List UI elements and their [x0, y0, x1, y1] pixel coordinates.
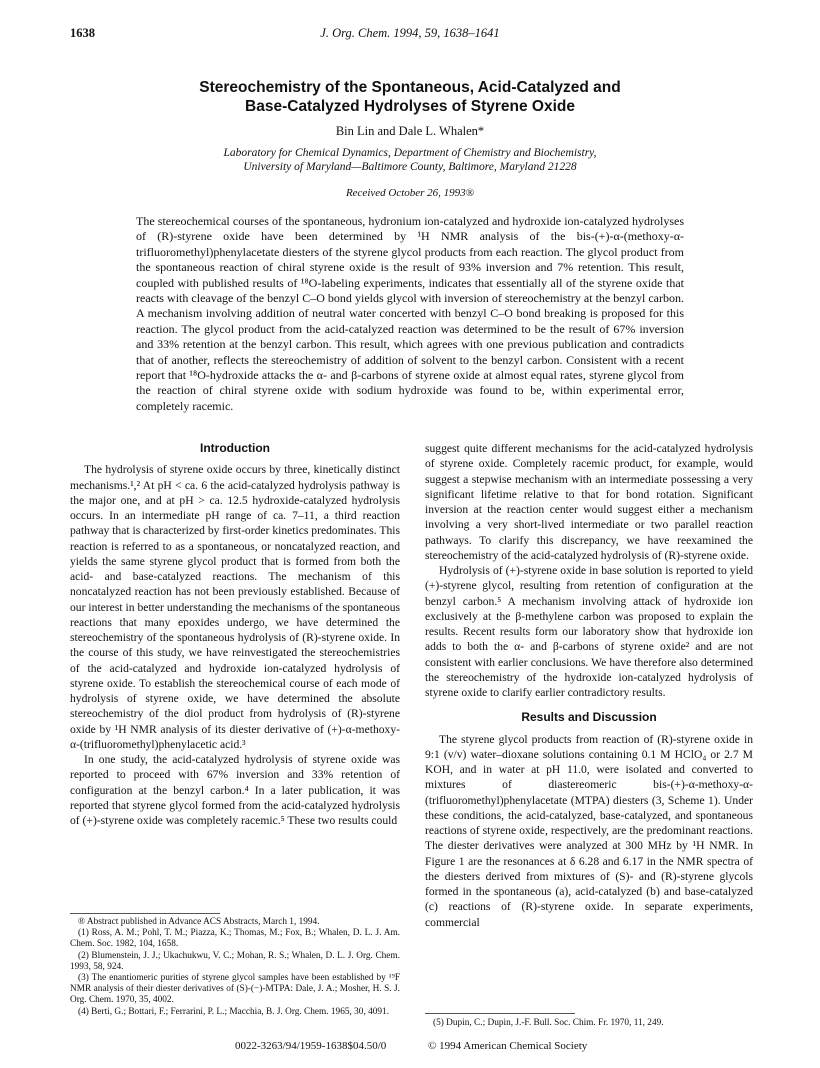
footnote-rule-left	[70, 913, 220, 914]
affiliation-line-2: University of Maryland—Baltimore County, Baltimore, Maryland 21228	[243, 161, 577, 173]
title-line-1: Stereochemistry of the Spontaneous, Acid-Catalyzed and	[199, 79, 621, 96]
intro-paragraph-1: The hydrolysis of styrene oxide occurs by three, kinetically distinct mechanisms.¹,² At pH < ca. 6 the acid-catalyzed hydrolysis pathway is the major one, and at pH > ca. 12.5 hydroxide-catalyzed hydrolysis occurs. In an intermediate pH range of ca. 7–11, a third reaction pathway that is characterized by first-order kinetics predominates. This reaction is referred to as a spontaneous, or noncatalyzed reaction, and yields the same styrene glycol product that is formed from both the acid- and base-catalyzed reactions. The mechanism of this noncatalyzed reaction has not been previously established. Because of our interest in better understanding the mechanisms of the spontaneous reactions that many epoxides undergo, we have determined the stereochemistry of the spontaneous hydrolysis of (R)-styrene oxide. In the course of this study, we have reinvestigated the stereochemistries of the acid-catalyzed and hydroxide ion-catalyzed hydrolysis of styrene oxide. To establish the stereochemical course of each mode of hydrolysis of styrene oxide, we have determined the absolute stereochemistry of the diol product from hydrolysis of (R)-styrene oxide by ¹H NMR analysis of its diester derivative of (+)-α-methoxy-α-(trifluoromethyl)phenylacetic acid.³	[70, 463, 400, 751]
results-paragraph-1: The styrene glycol products from reaction of (R)-styrene oxide in 9:1 (v/v) water–dioxane solutions containing 0.1 M HClO₄ or 2.7 M KOH, and in water at pH 11.0, were isolated and converted to mixtures of diastereomeric bis-(+)-α-methoxy-α-(trifluoromethyl)phenylacetate (MTPA) diesters (3, Scheme 1). Under these conditions, the acid-catalyzed, base-catalyzed, and spontaneous reactions of styrene oxide, respectively, are the predominant reactions. The diester derivatives were analyzed at 300 MHz by ¹H NMR. In Figure 1 are the resonances at δ 6.28 and 6.17 in the NMR spectra of the diesters derived from mixtures of (S)- and (R)-styrene glycols formed in the spontaneous (a), acid-catalyzed (b) and base-catalyzed (c) reactions of (R)-styrene oxide. In separate experiments, commercial	[425, 732, 753, 929]
footnote-rule-right	[425, 1013, 575, 1014]
footnotes-right	[425, 1018, 753, 1029]
article-title	[100, 78, 720, 116]
title-line-2: Base-Catalyzed Hydrolyses of Styrene Oxide	[245, 98, 575, 115]
left-column	[70, 441, 400, 911]
received-date: Received October 26, 1993®	[345, 187, 475, 199]
intro-paragraph-3: suggest quite different mechanisms for the acid-catalyzed hydrolysis of styrene oxide. Completely racemic product, for example, would suggest a stepwise mechanism with an intermediate possessing a very significant lifetime relative to that for bond rotation. Significant inversion at the reaction center would suggest either a mechanism involving a very short-lived intermediate or two parallel reaction pathways. To clarify this discrepancy, we have reexamined the stereochemistry of the acid-catalyzed hydrolysis of (R)-styrene oxide.	[425, 442, 753, 562]
footnote-ref-1: (1) Ross, A. M.; Pohl, T. M.; Piazza, K.; Thomas, M.; Fox, B.; Whalen, D. L. J. Am. Chem. Soc. 1982, 104, 1658.	[70, 928, 400, 950]
intro-paragraph-2: In one study, the acid-catalyzed hydrolysis of styrene oxide was reported to proceed with 67% inversion and 33% retention of configuration at the benzyl carbon.⁴ In a later publication, it was reported that styrene glycol formed from the acid-catalyzed hydrolysis of (+)-styrene oxide was completely racemic.⁵ These two results could	[70, 753, 400, 827]
affiliation	[100, 146, 720, 174]
footnotes-left	[70, 917, 400, 1018]
article-code: 0022-3263/94/1959-1638$04.50/0	[235, 1040, 387, 1052]
journal-reference: J. Org. Chem. 1994, 59, 1638–1641	[320, 26, 500, 40]
abstract: The stereochemical courses of the spontaneous, hydronium ion-catalyzed and hydroxide ion-catalyzed hydrolyses of (R)-styrene oxide have been determined by ¹H NMR analysis of the bis-(+)-α-(methoxy-α-trifluoromethyl)phenylacetate diesters of the styrene glycol products from each reaction. The glycol product from the spontaneous reaction of chiral styrene oxide is the result of 93% inversion and 7% retention. This result, coupled with published results of ¹⁸O-labeling experiments, indicates that essentially all of the styrene oxide that reacts with cleavage of the benzyl C–O bond yields glycol with inversion of stereochemistry at the benzyl carbon. A mechanism involving addition of neutral water concerted with benzyl C–O bond breaking is proposed for this reaction. The glycol product from the acid-catalyzed reaction was determined to be the result of 67% inversion and 33% retention at the benzyl carbon. This result, which agrees with one previous publication and contradicts that of another, reflects the stereochemistry of addition of solvent to the benzyl carbon. Consistent with a recent report that ¹⁸O-hydroxide attacks the α- and β-carbons of styrene oxide at almost equal rates, styrene glycol from the reaction of chiral styrene oxide with sodium hydroxide was found to be, within experimental error, completely racemic.	[136, 214, 684, 413]
results-heading: Results and Discussion	[521, 710, 657, 725]
section-gap	[425, 700, 753, 710]
affiliation-line-1: Laboratory for Chemical Dynamics, Department of Chemistry and Biochemistry,	[223, 147, 597, 159]
copyright: © 1994 American Chemical Society	[428, 1040, 588, 1052]
right-column	[425, 441, 753, 1011]
authors: Bin Lin and Dale L. Whalen*	[335, 124, 485, 138]
running-header	[70, 26, 750, 44]
introduction-heading: Introduction	[200, 441, 270, 455]
footnote-ref-2: (2) Blumenstein, J. J.; Ukachukwu, V. C.; Mohan, R. S.; Whalen, D. L. J. Org. Chem. 1993, 58, 924.	[70, 950, 400, 972]
intro-paragraph-4: Hydrolysis of (+)-styrene oxide in base solution is reported to yield (+)-styrene glycol, resulting from retention of configuration at the benzyl carbon.⁵ A mechanism involving attack of hydroxide ion exclusively at the β-methylene carbon was proposed to explain the results. Recent results form our laboratory show that hydroxide ion adds to both the α- and β-carbons of styrene oxide² and are not consistent with earlier conclusions. We have therefore also determined the stereochemistry of the hydroxide ion-catalyzed hydrolysis of styrene oxide to clarify earlier contradictory results.	[425, 564, 753, 699]
page-footer	[0, 1040, 820, 1054]
footnote-ref-3: (3) The enantiomeric purities of styrene glycol samples have been established by ¹⁹F NMR analysis of their diester derivatives of (S)-(−)-MTPA: Dale, J. A.; Mosher, H. S. J. Org. Chem. 1970, 35, 4002.	[70, 973, 400, 1006]
footnote-abstract: ® Abstract published in Advance ACS Abstracts, March 1, 1994.	[78, 917, 320, 927]
footnote-ref-5: (5) Dupin, C.; Dupin, J.-F. Bull. Soc. Chim. Fr. 1970, 11, 249.	[433, 1018, 664, 1028]
footnote-ref-4: (4) Berti, G.; Bottari, F.; Ferrarini, P. L.; Macchia, B. J. Org. Chem. 1965, 30, 4091.	[78, 1006, 390, 1017]
page-number: 1638	[70, 26, 95, 40]
